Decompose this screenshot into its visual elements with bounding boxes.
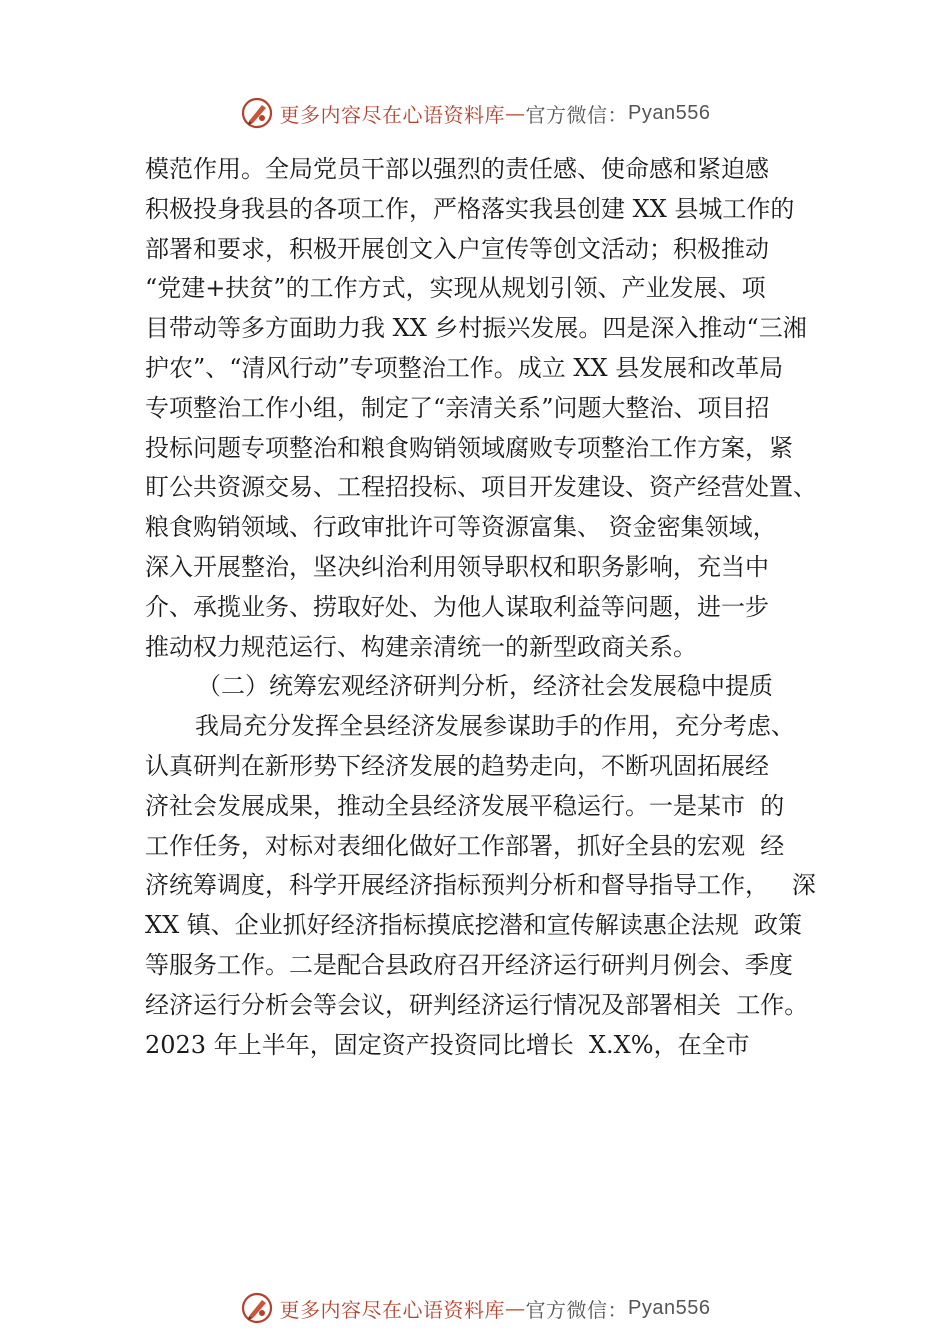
paragraph-line: 推动权力规范运行、构建亲清统一的新型政商关系。 — [145, 632, 697, 661]
paragraph-line: 粮食购销领域、行政审批许可等资源富集、 资金密集领域， — [145, 513, 777, 542]
paragraph-line: 模范作用。全局党员干部以强烈的责任感、使命感和紧迫感 — [145, 155, 769, 183]
paragraph-line: 经济运行分析会等会议，研判经济运行情况及部署相关 工作。 — [145, 990, 809, 1019]
paragraph-line: 积极投身我县的各项工作，严格落实我县创建 XX 县城工作的 — [145, 194, 795, 223]
paragraph-line: XX 镇、企业抓好经济指标摸底挖潜和宣传解读惠企法规 政策 — [145, 911, 803, 940]
footer-banner — [0, 1288, 950, 1328]
paragraph-line: 专项整治工作小组，制定了“亲清关系”问题大整治、项目招 — [145, 393, 770, 422]
paragraph-line: 认真研判在新形势下经济发展的趋势走向，不断巩固拓展经 — [145, 751, 769, 780]
paragraph-line: 部署和要求，积极开展创文入户宣传等创文活动；积极推动 — [145, 234, 769, 263]
paragraph-line: “党建+扶贫”的工作方式，实现从规划引领、产业发展、项 — [145, 274, 766, 303]
banner-wechat-id: Pyan556 — [628, 1296, 711, 1319]
paragraph-line: 投标问题专项整治和粮食购销领域腐败专项整治工作方案，紧 — [145, 433, 793, 462]
paragraph-line: 深入开展整治，坚决纠治利用领导职权和职务影响，充当中 — [145, 552, 769, 581]
pen-nib-logo-icon — [240, 1291, 274, 1325]
paragraph-line: 2023 年上半年，固定资产投资同比增长 X.X%，在全市 — [145, 1030, 750, 1059]
banner-wechat-id: Pyan556 — [628, 101, 711, 124]
paragraph-line: 护农”、“清风行动”专项整治工作。成立 XX 县发展和改革局 — [145, 353, 784, 382]
paragraph-line: 济统筹调度，科学开展经济指标预判分析和督导指导工作， 深 — [145, 871, 816, 900]
banner-wechat-label: 官方微信： — [525, 102, 629, 127]
banner-wechat-label: 官方微信： — [525, 1297, 629, 1322]
banner-title: 更多内容尽在心语资料库 — [279, 102, 506, 127]
paragraph-line: 我局充分发挥全县经济发展参谋助手的作用，充分考虑、 — [195, 712, 795, 741]
paragraph-line: 工作任务，对标对表细化做好工作部署，抓好全县的宏观 经 — [145, 831, 785, 860]
paragraph-line: 目带动等多方面助力我 XX 乡村振兴发展。四是深入推动“三湘 — [145, 314, 807, 343]
pen-nib-logo-icon — [240, 96, 274, 130]
paragraph-line: 济社会发展成果，推动全县经济发展平稳运行。一是某市 的 — [145, 791, 785, 820]
paragraph-line: 等服务工作。二是配合县政府召开经济运行研判月例会、季度 — [145, 950, 793, 979]
document-body — [145, 150, 835, 1065]
banner-separator: — — [505, 101, 526, 125]
section-heading: （二）统筹宏观经济研判分析，经济社会发展稳中提质 — [197, 672, 773, 701]
banner-title: 更多内容尽在心语资料库 — [279, 1297, 506, 1322]
header-banner — [0, 93, 950, 133]
paragraph-line: 介、承揽业务、捞取好处、为他人谋取利益等问题，进一步 — [145, 592, 769, 621]
banner-separator: — — [505, 1296, 526, 1320]
paragraph-line: 盯公共资源交易、工程招投标、项目开发建设、资产经营处置、 — [145, 473, 817, 502]
